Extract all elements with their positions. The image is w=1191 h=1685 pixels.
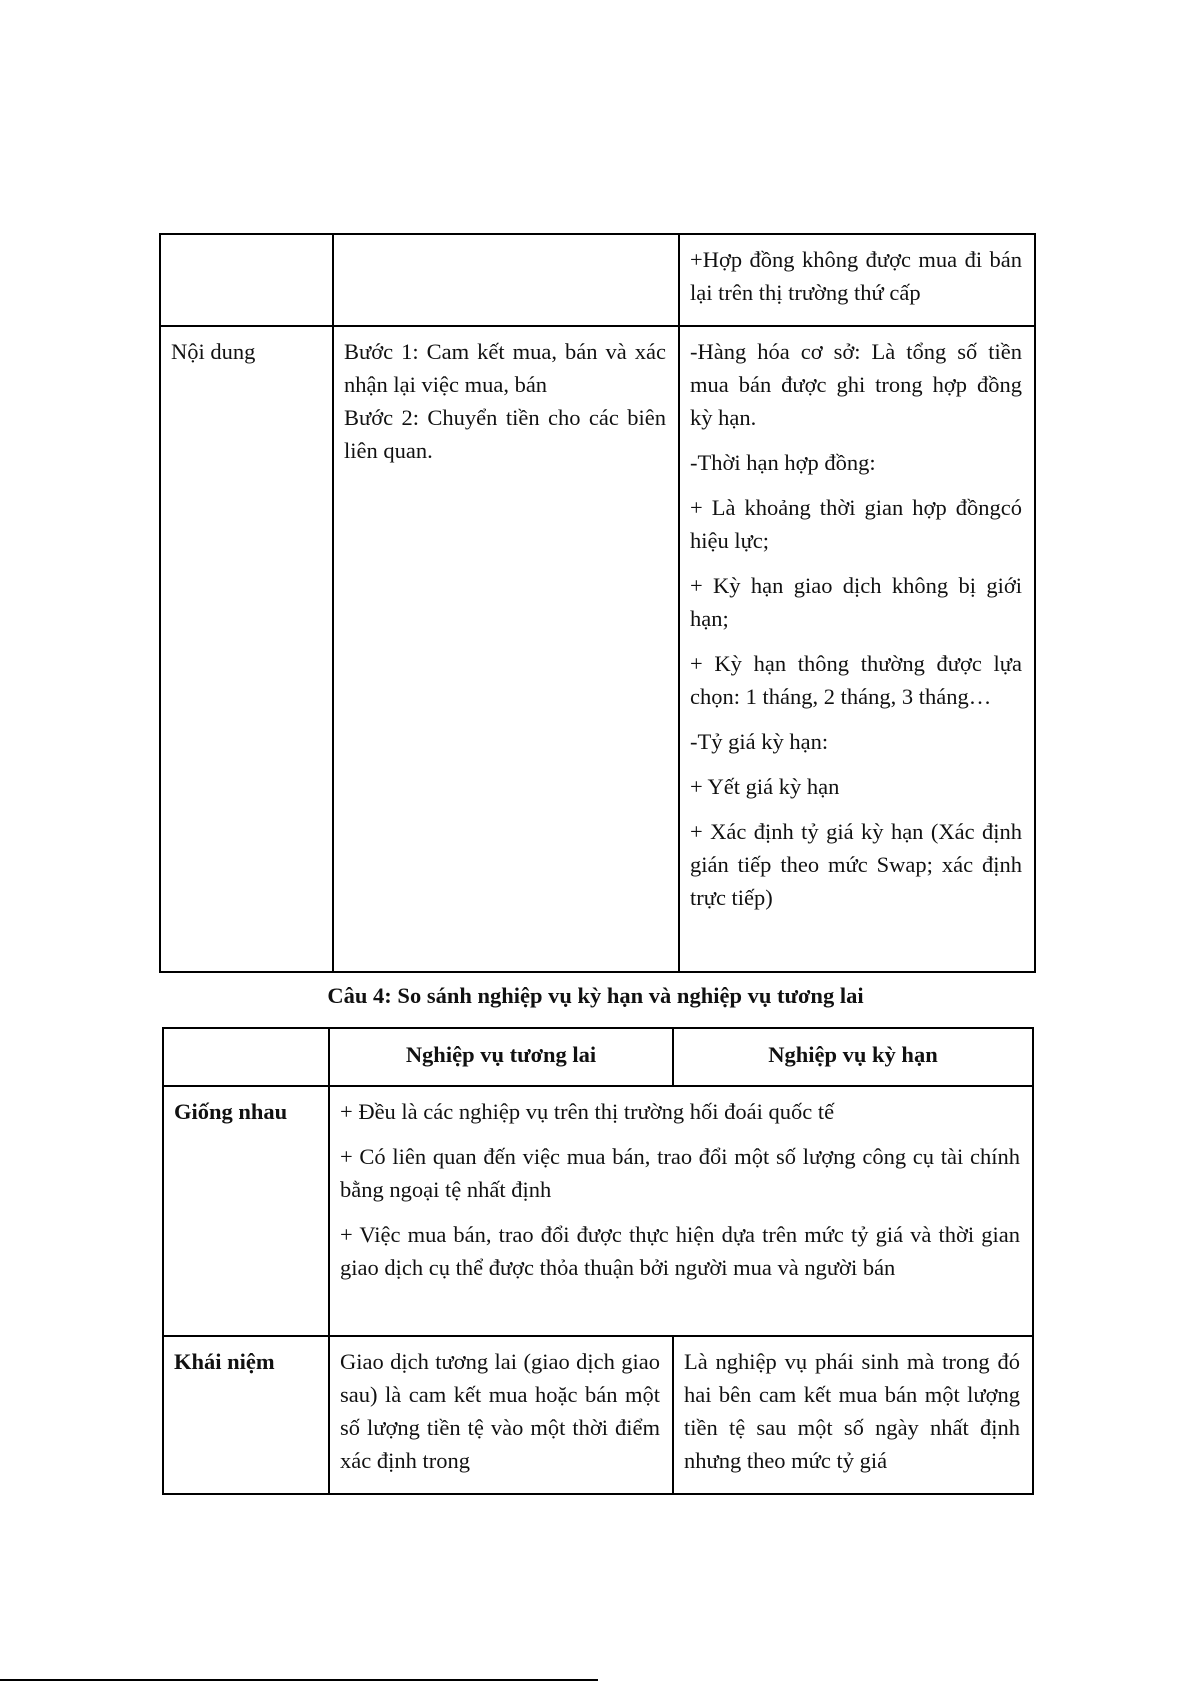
column-header: Nghiệp vụ tương lai (405, 1042, 597, 1067)
empty-cell (160, 234, 333, 326)
row-label: Khái niệm (174, 1349, 275, 1374)
cell-paragraph: -Thời hạn hợp đồng: (690, 450, 876, 475)
section-caption: Câu 4: So sánh nghiệp vụ kỳ hạn và nghiệp vụ tương lai (327, 983, 864, 1008)
row-label-cell (163, 1086, 329, 1336)
cell-paragraph: + Việc mua bán, trao đổi được thực hiện dựa trên mức tỷ giá và thời gian giao dịch cụ thể được thỏa thuận bởi người mua và người bán (340, 1222, 1020, 1280)
cell-paragraph: -Tỷ giá kỳ hạn: (690, 729, 829, 754)
cell-paragraph: + Kỳ hạn giao dịch không bị giới hạn; (690, 573, 1022, 631)
cell-paragraph: + Xác định tỷ giá kỳ hạn (Xác định gián tiếp theo mức Swap; xác định trực tiếp) (690, 819, 1022, 910)
header-cell-forward (673, 1028, 1033, 1086)
table-cell (679, 326, 1035, 972)
empty-cell (333, 234, 679, 326)
table-row (160, 234, 1035, 326)
cell-text: Giao dịch tương lai (giao dịch giao sau) là cam kết mua hoặc bán một số lượng tiền tệ vào một thời điểm xác định trong (340, 1349, 660, 1473)
row-label: Giống nhau (174, 1099, 288, 1124)
cell-paragraph: + Kỳ hạn thông thường được lựa chọn: 1 tháng, 2 tháng, 3 tháng… (690, 651, 1022, 709)
header-cell-futures (329, 1028, 673, 1086)
table-header-row (163, 1028, 1033, 1086)
cell-text: Là nghiệp vụ phái sinh mà trong đó hai bên cam kết mua bán một lượng tiền tệ sau một số ngày nhất định nhưng theo mức tỷ giá (684, 1349, 1020, 1473)
cell-paragraph: + Là khoảng thời gian hợp đồngcó hiệu lực; (690, 495, 1022, 553)
table-cell (673, 1336, 1033, 1494)
row-label-cell (160, 326, 333, 972)
cell-text: +Hợp đồng không được mua đi bán lại trên thị trường thứ cấp (690, 247, 1022, 305)
merged-cell (329, 1086, 1033, 1336)
page-bottom-rule (0, 1679, 598, 1681)
table-comparison (162, 1027, 1034, 1495)
cell-paragraph: + Có liên quan đến việc mua bán, trao đổi một số lượng công cụ tài chính bằng ngoại tệ nhất định (340, 1144, 1020, 1202)
step-2-text: Bước 2: Chuyển tiền cho các biên liên quan. (344, 405, 666, 463)
table-cell (333, 326, 679, 972)
table-row (163, 1336, 1033, 1494)
row-label: Nội dung (171, 339, 256, 364)
table-cell (329, 1336, 673, 1494)
table-cell (679, 234, 1035, 326)
cell-paragraph: + Yết giá kỳ hạn (690, 774, 840, 799)
header-cell-empty (163, 1028, 329, 1086)
cell-paragraph: -Hàng hóa cơ sở: Là tổng số tiền mua bán được ghi trong hợp đồng kỳ hạn. (690, 339, 1022, 430)
row-label-cell (163, 1336, 329, 1494)
column-header: Nghiệp vụ kỳ hạn (768, 1042, 938, 1067)
step-1-text: Bước 1: Cam kết mua, bán và xác nhận lại việc mua, bán (344, 339, 666, 397)
table-row (160, 326, 1035, 972)
table-forward-contract-continued (159, 233, 1036, 973)
table-row (163, 1086, 1033, 1336)
cell-paragraph: + Đều là các nghiệp vụ trên thị trường hối đoái quốc tế (340, 1099, 835, 1124)
